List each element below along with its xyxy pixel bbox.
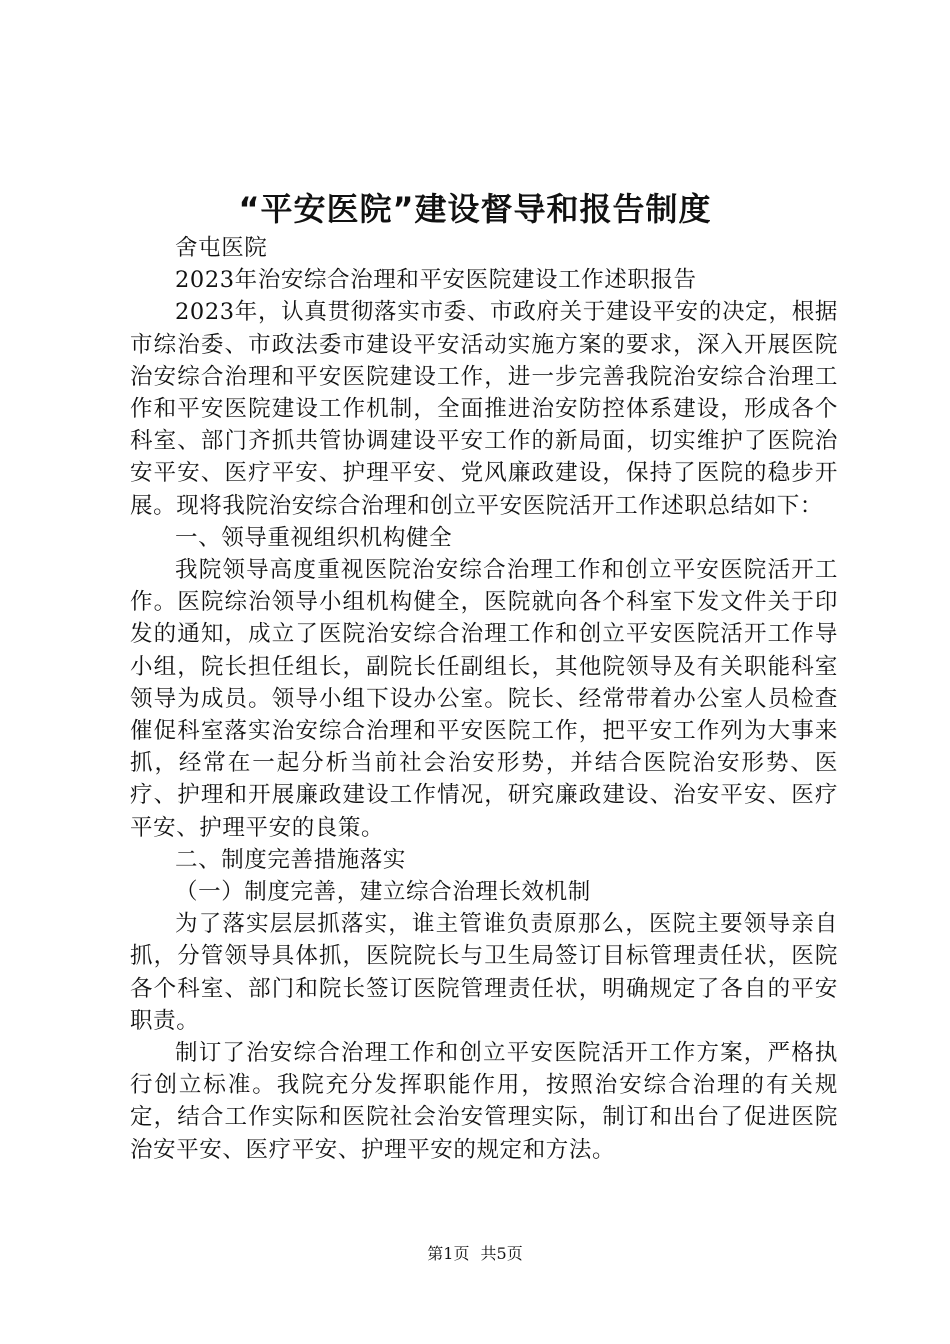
section-heading-2: 二、制度完善措施落实 [175, 846, 407, 873]
document-title: “平安医院”建设督导和报告制度 [238, 190, 712, 228]
intro-paragraph: 2023年，认真贯彻落实市委、市政府关于建设平安的决定，根据市综治委、市政法委市建设平安活动实施方案的要求，深入开展医院治安综合治理和平安医院建设工作，进一步完善我院治安综合治理工作和平安医院建设工作机制，全面推进治安防控体系建设，形成各个科室、部门齐抓共管协调建设平安工作的新局面，切实维护了医院治安平安、医疗平安、护理平安、党风廉政建设，保持了医院的稳步开展。现将我院治安综合治理和创立平安医院活开工作述职总结如下： [130, 299, 838, 519]
page-footer [0, 1244, 950, 1264]
page-total: 共5页 [480, 1244, 523, 1263]
section-heading-1: 一、领导重视组织机构健全 [175, 524, 453, 551]
report-subtitle: 2023年治安综合治理和平安医院建设工作述职报告 [175, 267, 697, 294]
hospital-name: 舍屯医院 [175, 235, 268, 261]
section-1-paragraph: 我院领导高度重视医院治安综合治理工作和创立平安医院活开工作。医院综治领导小组机构健全，医院就向各个科室下发文件关于印发的通知，成立了医院治安综合治理工作和创立平安医院活开工作导小组，院长担任组长，副院长任副组长，其他院领导及有关职能科室领导为成员。领导小组下设办公室。院长、经常带着办公室人员检查催促科室落实治安综合治理和平安医院工作，把平安工作列为大事来抓，经常在一起分析当前社会治安形势，并结合医院治安形势、医疗、护理和开展廉政建设工作情况，研究廉政建设、治安平安、医疗平安、护理平安的良策。 [130, 557, 838, 841]
subsection-2-1-paragraph-2: 制订了治安综合治理工作和创立平安医院活开工作方案，严格执行创立标准。我院充分发挥职能作用，按照治安综合治理的有关规定，结合工作实际和医院社会治安管理实际，制订和出台了促进医院治安平安、医疗平安、护理平安的规定和方法。 [130, 1040, 838, 1163]
subsection-heading-2-1: （一）制度完善，建立综合治理长效机制 [175, 879, 591, 906]
document-body [130, 232, 838, 1166]
subsection-2-1-paragraph-1: 为了落实层层抓落实，谁主管谁负责原那么，医院主要领导亲自抓，分管领导具体抓，医院院长与卫生局签订目标管理责任状，医院各个科室、部门和院长签订医院管理责任状，明确规定了各自的平安职责。 [130, 911, 838, 1034]
page-number: 第1页 [427, 1244, 470, 1263]
